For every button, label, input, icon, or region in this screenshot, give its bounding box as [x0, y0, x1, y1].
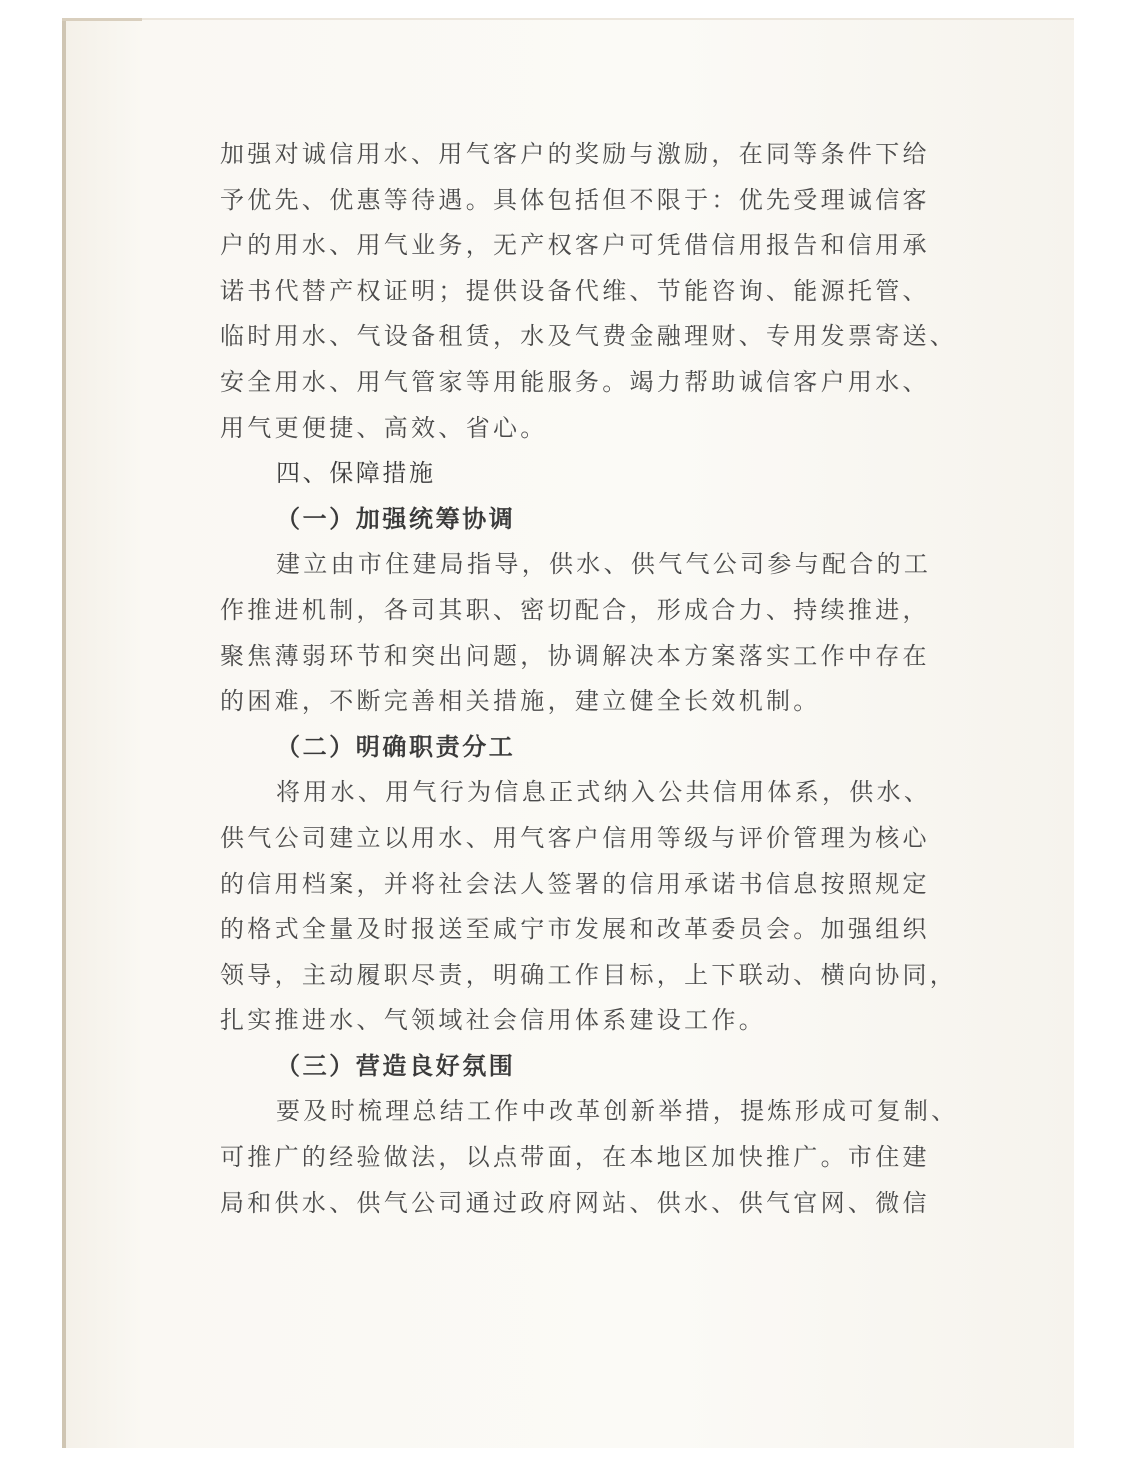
- subsection-heading: （二）明确职责分工: [276, 732, 516, 761]
- body-line: 的格式全量及时报送至咸宁市发展和改革委员会。加强组织: [220, 915, 930, 944]
- body-line: 诺书代替产权证明；提供设备代维、节能咨询、能源托管、: [220, 276, 930, 305]
- document-body: [220, 132, 959, 1226]
- section-heading: 四、保障措施: [276, 459, 436, 488]
- body-line: 予优先、优惠等待遇。具体包括但不限于：优先受理诚信客: [220, 185, 930, 214]
- subsection-heading: （三）营造良好氛围: [276, 1051, 516, 1080]
- body-line: 加强对诚信用水、用气客户的奖励与激励，在同等条件下给: [220, 140, 930, 168]
- body-line: 户的用水、用气业务，无产权客户可凭借信用报告和信用承: [220, 231, 930, 260]
- body-line: 用气更便捷、高效、省心。: [220, 413, 548, 442]
- page-top-edge: [62, 18, 142, 21]
- body-line: 要及时梳理总结工作中改革创新举措，提炼形成可复制、: [276, 1097, 959, 1126]
- body-line: 可推广的经验做法，以点带面，在本地区加快推广。市住建: [220, 1143, 930, 1172]
- body-line: 局和供水、供气公司通过政府网站、供水、供气官网、微信: [220, 1188, 930, 1217]
- subsection-heading: （一）加强统筹协调: [276, 504, 516, 533]
- body-line: 的困难，不断完善相关措施，建立健全长效机制。: [220, 687, 821, 716]
- body-line: 的信用档案，并将社会法人签署的信用承诺书信息按照规定: [220, 869, 930, 898]
- body-line: 将用水、用气行为信息正式纳入公共信用体系，供水、: [276, 778, 932, 807]
- body-line: 供气公司建立以用水、用气客户信用等级与评价管理为核心: [220, 823, 930, 852]
- body-line: 建立由市住建局指导，供水、供气气公司参与配合的工: [276, 550, 932, 579]
- body-line: 临时用水、气设备租赁，水及气费金融理财、专用发票寄送、: [220, 322, 958, 351]
- body-line: 安全用水、用气管家等用能服务。竭力帮助诚信客户用水、: [220, 367, 930, 396]
- page-left-edge: [62, 18, 66, 1448]
- body-line: 聚焦薄弱环节和突出问题，协调解决本方案落实工作中存在: [220, 641, 930, 670]
- body-line: 扎实推进水、气领域社会信用体系建设工作。: [220, 1006, 766, 1035]
- body-line: 作推进机制，各司其职、密切配合，形成合力、持续推进，: [220, 595, 930, 624]
- body-line: 领导，主动履职尽责，明确工作目标，上下联动、横向协同，: [220, 960, 958, 989]
